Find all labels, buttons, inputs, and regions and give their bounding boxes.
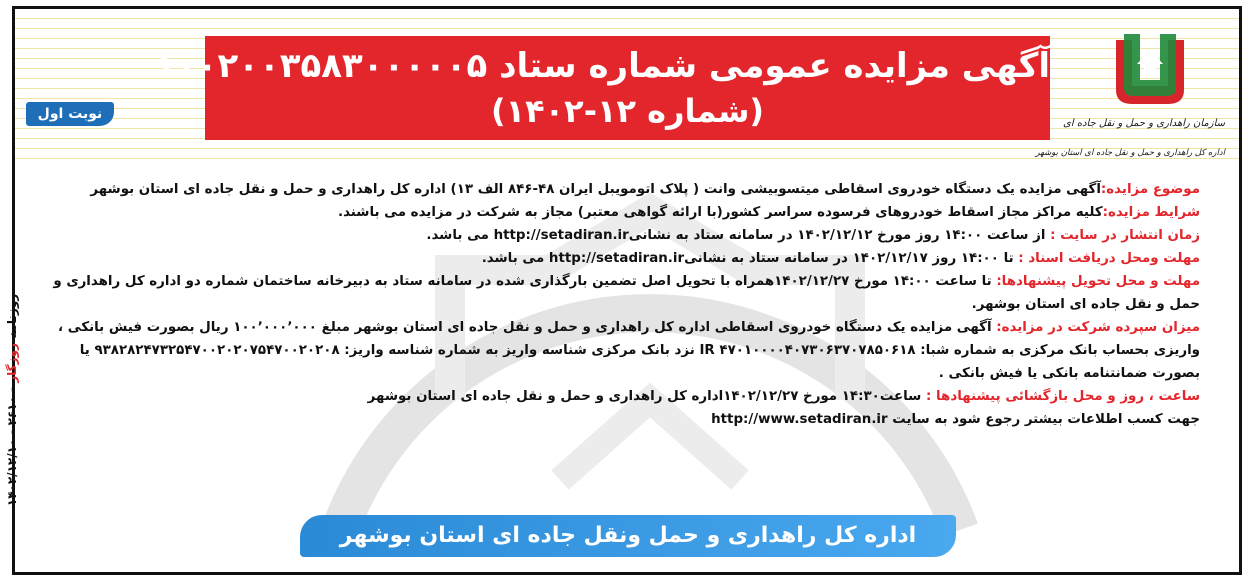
newspaper-side-label <box>0 270 26 530</box>
submit-deadline-row <box>30 270 1200 316</box>
title-banner <box>155 36 1050 140</box>
side-newspaper-name: روزگار <box>5 343 19 383</box>
submit-deadline-text: تا ساعت ۱۴:۰۰ مورخ ۱۴۰۲/۱۲/۲۷همراه با تحویل اصل تضمین بارگذاری شده در سامانه ستاد به دبیرخانه ساختمان شماره دو اداره کل راهداری و حمل و نقل جاده ای استان بوشهر. <box>53 274 1200 312</box>
submit-deadline-label: مهلت و محل تحویل پیشنهادها: <box>996 274 1200 289</box>
organization-logo <box>1035 30 1225 170</box>
doc-deadline-text: تا ۱۴:۰۰ روز ۱۴۰۲/۱۲/۱۷ در سامانه ستاد به نشانیhttp://setadiran.ir می باشد. <box>481 251 1014 266</box>
deposit-row <box>30 316 1200 385</box>
opening-label: ساعت ، روز و محل بازگشائی پیشنهادها : <box>926 389 1200 404</box>
publish-time-row <box>30 224 1200 247</box>
publish-time-text: از ساعت ۱۴:۰۰ روز مورخ ۱۴۰۲/۱۲/۱۲ در سامانه ستاد به نشانیhttp://setadiran.ir می باشد. <box>426 228 1046 243</box>
round-badge: نوبت اول <box>26 102 114 126</box>
road-logo-icon <box>1110 30 1190 110</box>
more-info-row: جهت کسب اطلاعات بیشتر رجوع شود به سایت http://www.setadiran.ir <box>711 412 1200 427</box>
side-issue: - ۲۶۱۰ - ۱۴۰۲/۱۲/۱۰ <box>5 386 19 507</box>
deposit-text: آگهی مزایده یک دستگاه خودروی اسقاطی اداره کل راهداری و حمل و نقل جاده ای استان بوشهر مبلغ ۱۰۰٬۰۰۰٬۰۰۰ ریال بصورت فیش بانکی ، واریزی بحساب بانک مرکزی به شماره شبا: IR ۴۷۰۱۰۰۰۰۴۰۷۳۰۶۳۷۰۷۸۵۰۶۱۸ نزد بانک مرکزی شناسه واریز به شماره شناسه واریز: ۹۳۸۲۸۲۴۷۳۲۵۴۷۰۰۲۰۲۰۷۵۴۷۰۰۲۰۲۰۸ یا بصورت ضمانتنامه بانکی یا فیش بانکی . <box>58 320 1200 381</box>
publish-time-label: زمان انتشار در سایت : <box>1050 228 1200 243</box>
footer-banner: اداره کل راهداری و حمل ونقل جاده ای استان بوشهر <box>300 515 956 557</box>
deposit-label: میزان سپرده شرکت در مزایده: <box>996 320 1200 335</box>
opening-row <box>30 385 1200 408</box>
doc-deadline-label: مهلت ومحل دریافت اسناد : <box>1018 251 1200 266</box>
ad-body <box>30 178 1200 431</box>
ad-title: آگهی مزایده عمومی شماره ستاد ۱۰۰۲۰۰۳۵۸۳۰۰۰۰۰۵ <box>155 46 1050 86</box>
logo-subtitle: اداره کل راهداری و حمل و نقل جاده ای استان بوشهر <box>1035 148 1225 158</box>
conditions-label: شرایط مزایده: <box>1102 205 1200 220</box>
subject-text: آگهی مزایده یک دستگاه خودروی اسقاطی میتسوبیشی وانت ( پلاک اتومویبل ایران ۴۸-۸۴۶ الف ۱۳) اداره کل راهداری و حمل و نقل جاده ای استان بوشهر <box>90 182 1101 197</box>
opening-text: ساعت۱۴:۳۰ مورخ ۱۴۰۲/۱۲/۲۷اداره کل راهداری و حمل و نقل جاده ای استان بوشهر <box>367 389 922 404</box>
side-text <box>5 294 19 506</box>
subject-label: موضوع مزایده: <box>1100 182 1200 197</box>
conditions-row <box>30 201 1200 224</box>
subject-row <box>30 178 1200 201</box>
side-prefix: روزنامه <box>5 293 19 339</box>
doc-deadline-row <box>30 247 1200 270</box>
conditions-text: کلیه مراکز مجاز اسقاط خودروهای فرسوده سراسر کشور(با ارائه گواهی معتبر) مجاز به شرکت در مزایده می باشند. <box>337 205 1103 220</box>
logo-org-name: سازمان راهداری و حمل و نقل جاده ای <box>1063 118 1225 129</box>
ad-number: (شماره ۱۲-۱۴۰۲) <box>490 92 765 130</box>
